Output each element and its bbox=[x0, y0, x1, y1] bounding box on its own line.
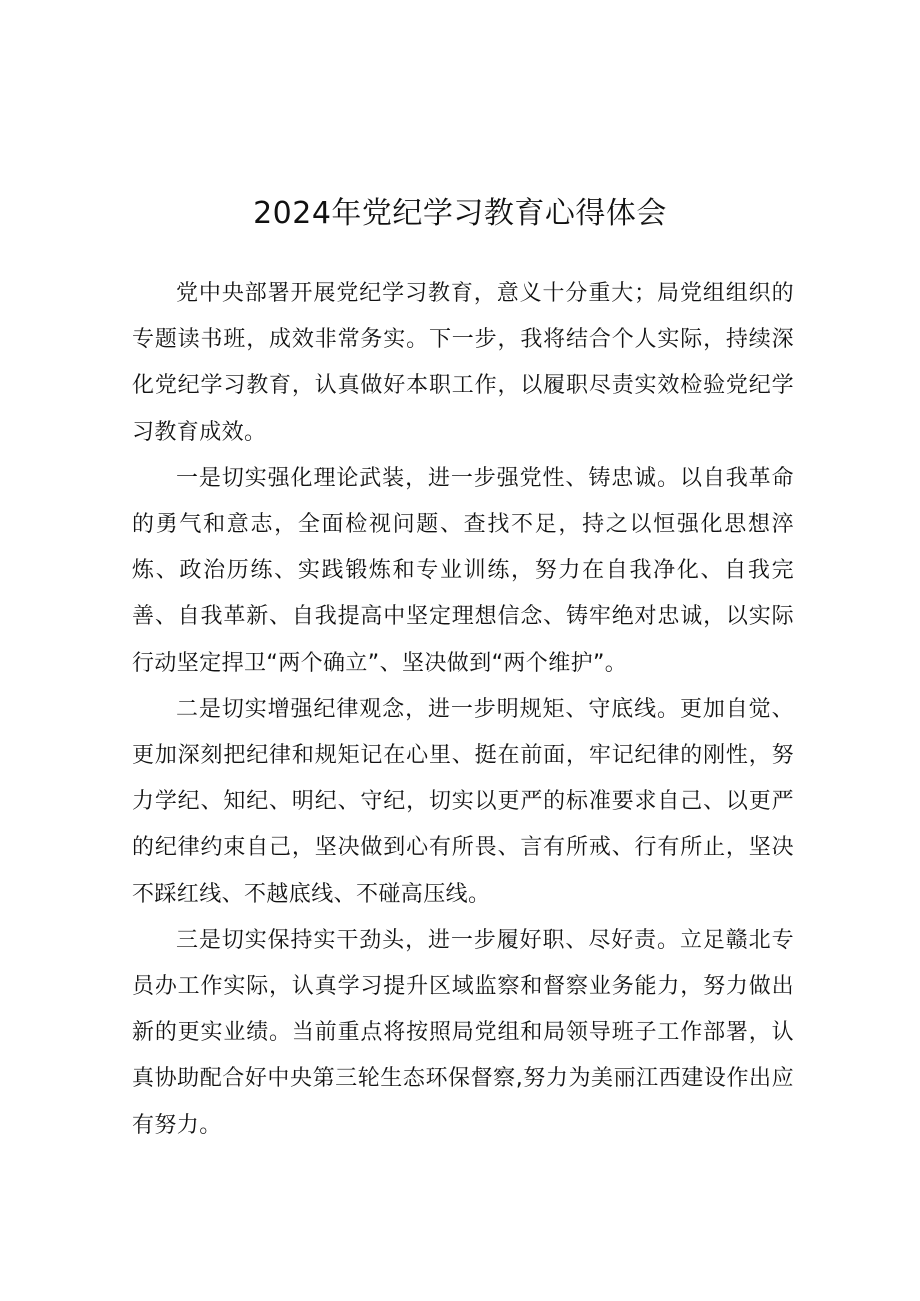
paragraph-intro: 党中央部署开展党纪学习教育，意义十分重大；局党组组织的专题读书班，成效非常务实。下一步，我将结合个人实际，持续深化党纪学习教育，认真做好本职工作，以履职尽责实效检验党纪学习教育成效。 bbox=[132, 281, 794, 445]
paragraph-point-one: 一是切实强化理论武装，进一步强党性、铸忠诚。以自我革命的勇气和意志，全面检视问题、查找不足，持之以恒强化思想淬炼、政治历练、实践锻炼和专业训练，努力在自我净化、自我完善、自我革新、自我提高中坚定理想信念、铸牢绝对忠诚，以实际行动坚定捍卫“两个确立”、坚决做到“两个维护”。 bbox=[132, 465, 794, 676]
document-body bbox=[132, 271, 794, 1149]
paragraph-point-two: 二是切实增强纪律观念，进一步明规矩、守底线。更加自觉、更加深刻把纪律和规矩记在心里、挺在前面，牢记纪律的刚性，努力学纪、知纪、明纪、守纪，切实以更严的标准要求自己、以更严的纪律约束自己，坚决做到心有所畏、言有所戒、行有所止，坚决不踩红线、不越底线、不碰高压线。 bbox=[132, 696, 794, 907]
paragraph-point-three: 三是切实保持实干劲头，进一步履好职、尽好责。立足赣北专员办工作实际，认真学习提升区域监察和督察业务能力，努力做出新的更实业绩。当前重点将按照局党组和局领导班子工作部署，认真协助配合好中央第三轮生态环保督察,努力为美丽江西建设作出应有努力。 bbox=[132, 927, 794, 1138]
document-title: 2024年党纪学习教育心得体会 bbox=[253, 196, 667, 232]
